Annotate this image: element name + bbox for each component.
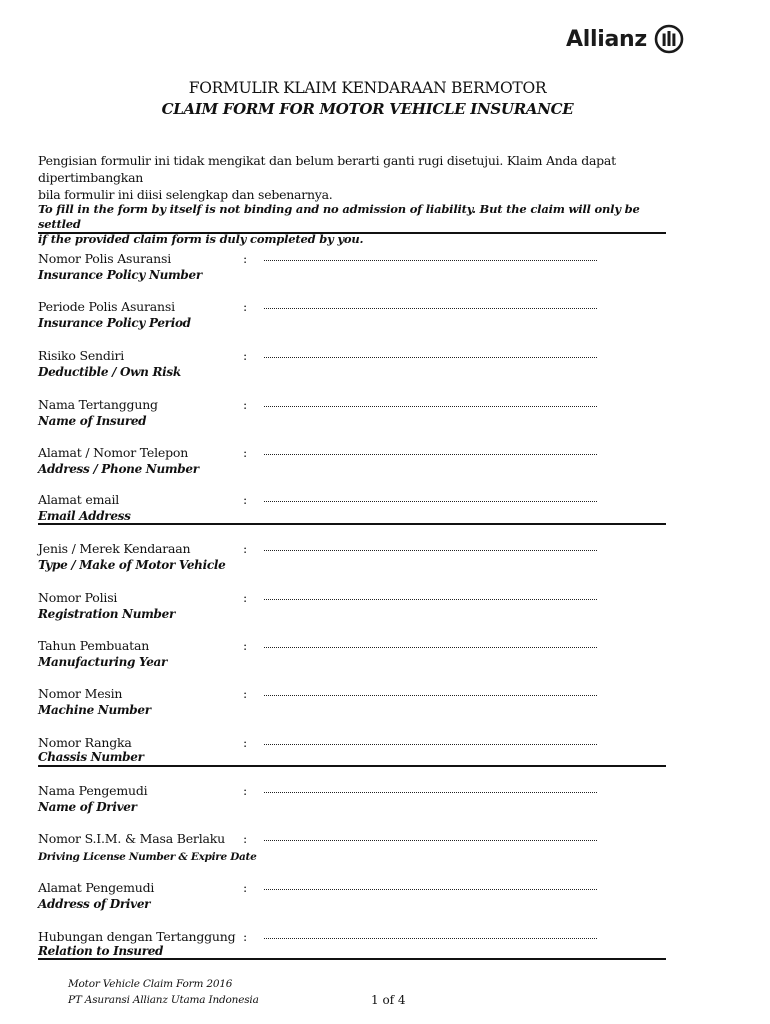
field-colon: : (243, 348, 248, 363)
field-label-indonesian: Nomor Polisi (38, 590, 118, 605)
field-policy-number (38, 251, 668, 291)
field-address-phone (38, 445, 668, 485)
page-number: 1 of 4 (371, 993, 406, 1007)
field-name-of-insured (38, 397, 668, 437)
field-label-indonesian: Nomor Rangka (38, 735, 132, 750)
field-registration-number (38, 590, 668, 630)
field-label-english: Registration Number (38, 607, 175, 621)
field-deductible (38, 348, 668, 388)
field-label-english: Address of Driver (38, 897, 151, 911)
field-label-indonesian: Nomor Polis Asuransi (38, 251, 171, 266)
fill-in-line[interactable] (264, 938, 597, 939)
form-title-indonesian: FORMULIR KLAIM KENDARAAN BERMOTOR (188, 79, 547, 97)
field-label-indonesian: Nomor S.I.M. & Masa Berlaku (38, 831, 225, 846)
field-label-indonesian: Tahun Pembuatan (38, 638, 150, 653)
field-label-indonesian: Nama Pengemudi (38, 783, 148, 798)
field-chassis-number (38, 735, 668, 775)
field-email (38, 492, 668, 532)
field-colon: : (243, 251, 248, 266)
field-relation-to-insured (38, 929, 668, 969)
field-colon: : (243, 929, 248, 944)
form-title-english: CLAIM FORM FOR MOTOR VEHICLE INSURANCE (161, 100, 574, 118)
fill-in-line[interactable] (264, 357, 597, 358)
field-colon: : (243, 735, 248, 750)
field-machine-number (38, 686, 668, 726)
field-label-english: Deductible / Own Risk (38, 365, 181, 379)
intro-indonesian-line-2: bila formulir ini diisi selengkap dan sebenarnya. (38, 187, 333, 202)
field-colon: : (243, 590, 248, 605)
field-label-english: Chassis Number (38, 750, 144, 764)
field-label-indonesian: Periode Polis Asuransi (38, 299, 175, 314)
fill-in-line[interactable] (264, 647, 597, 648)
fill-in-line[interactable] (264, 792, 597, 793)
field-colon: : (243, 783, 248, 798)
field-label-english: Relation to Insured (38, 944, 164, 958)
field-colon: : (243, 492, 248, 507)
field-label-english: Insurance Policy Period (38, 316, 191, 330)
field-driver-address (38, 880, 668, 920)
allianz-logo (566, 24, 684, 54)
fill-in-line[interactable] (264, 550, 597, 551)
field-colon: : (243, 686, 248, 701)
intro-english (38, 202, 678, 247)
intro-indonesian-line-1: Pengisian formulir ini tidak mengikat dan belum berarti ganti rugi disetujui. Klaim Anda dapat dipertimbangkan (38, 153, 616, 185)
intro-english-line-2: if the provided claim form is duly completed by you. (38, 232, 364, 246)
fill-in-line[interactable] (264, 308, 597, 309)
field-label-english: Address / Phone Number (38, 462, 199, 476)
field-label-english: Manufacturing Year (38, 655, 168, 669)
fill-in-line[interactable] (264, 599, 597, 600)
allianz-eagle-icon (654, 24, 684, 54)
field-vehicle-type (38, 541, 668, 581)
intro-indonesian (38, 152, 678, 203)
field-label-english: Name of Driver (38, 800, 137, 814)
field-label-english: Type / Make of Motor Vehicle (38, 558, 226, 572)
field-label-indonesian: Jenis / Merek Kendaraan (38, 541, 191, 556)
field-label-english: Email Address (38, 509, 131, 523)
field-label-english: Driving License Number & Expire Date (38, 851, 257, 863)
field-label-english: Name of Insured (38, 414, 147, 428)
field-label-english: Insurance Policy Number (38, 268, 202, 282)
field-label-indonesian: Nomor Mesin (38, 686, 123, 701)
footer-form-name: Motor Vehicle Claim Form 2016 (68, 978, 233, 990)
field-colon: : (243, 397, 248, 412)
field-label-indonesian: Alamat / Nomor Telepon (38, 445, 189, 460)
fill-in-line[interactable] (264, 744, 597, 745)
field-colon: : (243, 831, 248, 846)
field-driving-license (38, 831, 668, 871)
fill-in-line[interactable] (264, 889, 597, 890)
section-divider (38, 232, 666, 234)
fill-in-line[interactable] (264, 501, 597, 502)
logo-wordmark: Allianz (566, 26, 647, 52)
field-colon: : (243, 541, 248, 556)
fill-in-line[interactable] (264, 454, 597, 455)
field-label-indonesian: Hubungan dengan Tertanggung (38, 929, 236, 944)
field-label-indonesian: Nama Tertanggung (38, 397, 158, 412)
field-label-english: Machine Number (38, 703, 151, 717)
field-policy-period (38, 299, 668, 339)
field-colon: : (243, 445, 248, 460)
fill-in-line[interactable] (264, 260, 597, 261)
field-label-indonesian: Risiko Sendiri (38, 348, 125, 363)
field-driver-name (38, 783, 668, 823)
footer-company-name: PT Asuransi Allianz Utama Indonesia (68, 994, 259, 1006)
field-colon: : (243, 638, 248, 653)
field-manufacturing-year (38, 638, 668, 678)
field-label-indonesian: Alamat email (38, 492, 120, 507)
field-colon: : (243, 880, 248, 895)
field-colon: : (243, 299, 248, 314)
fill-in-line[interactable] (264, 406, 597, 407)
intro-english-line-1: To fill in the form by itself is not binding and no admission of liability. But the claim will only be settled (38, 202, 640, 231)
fill-in-line[interactable] (264, 695, 597, 696)
field-label-indonesian: Alamat Pengemudi (38, 880, 155, 895)
fill-in-line[interactable] (264, 840, 597, 841)
